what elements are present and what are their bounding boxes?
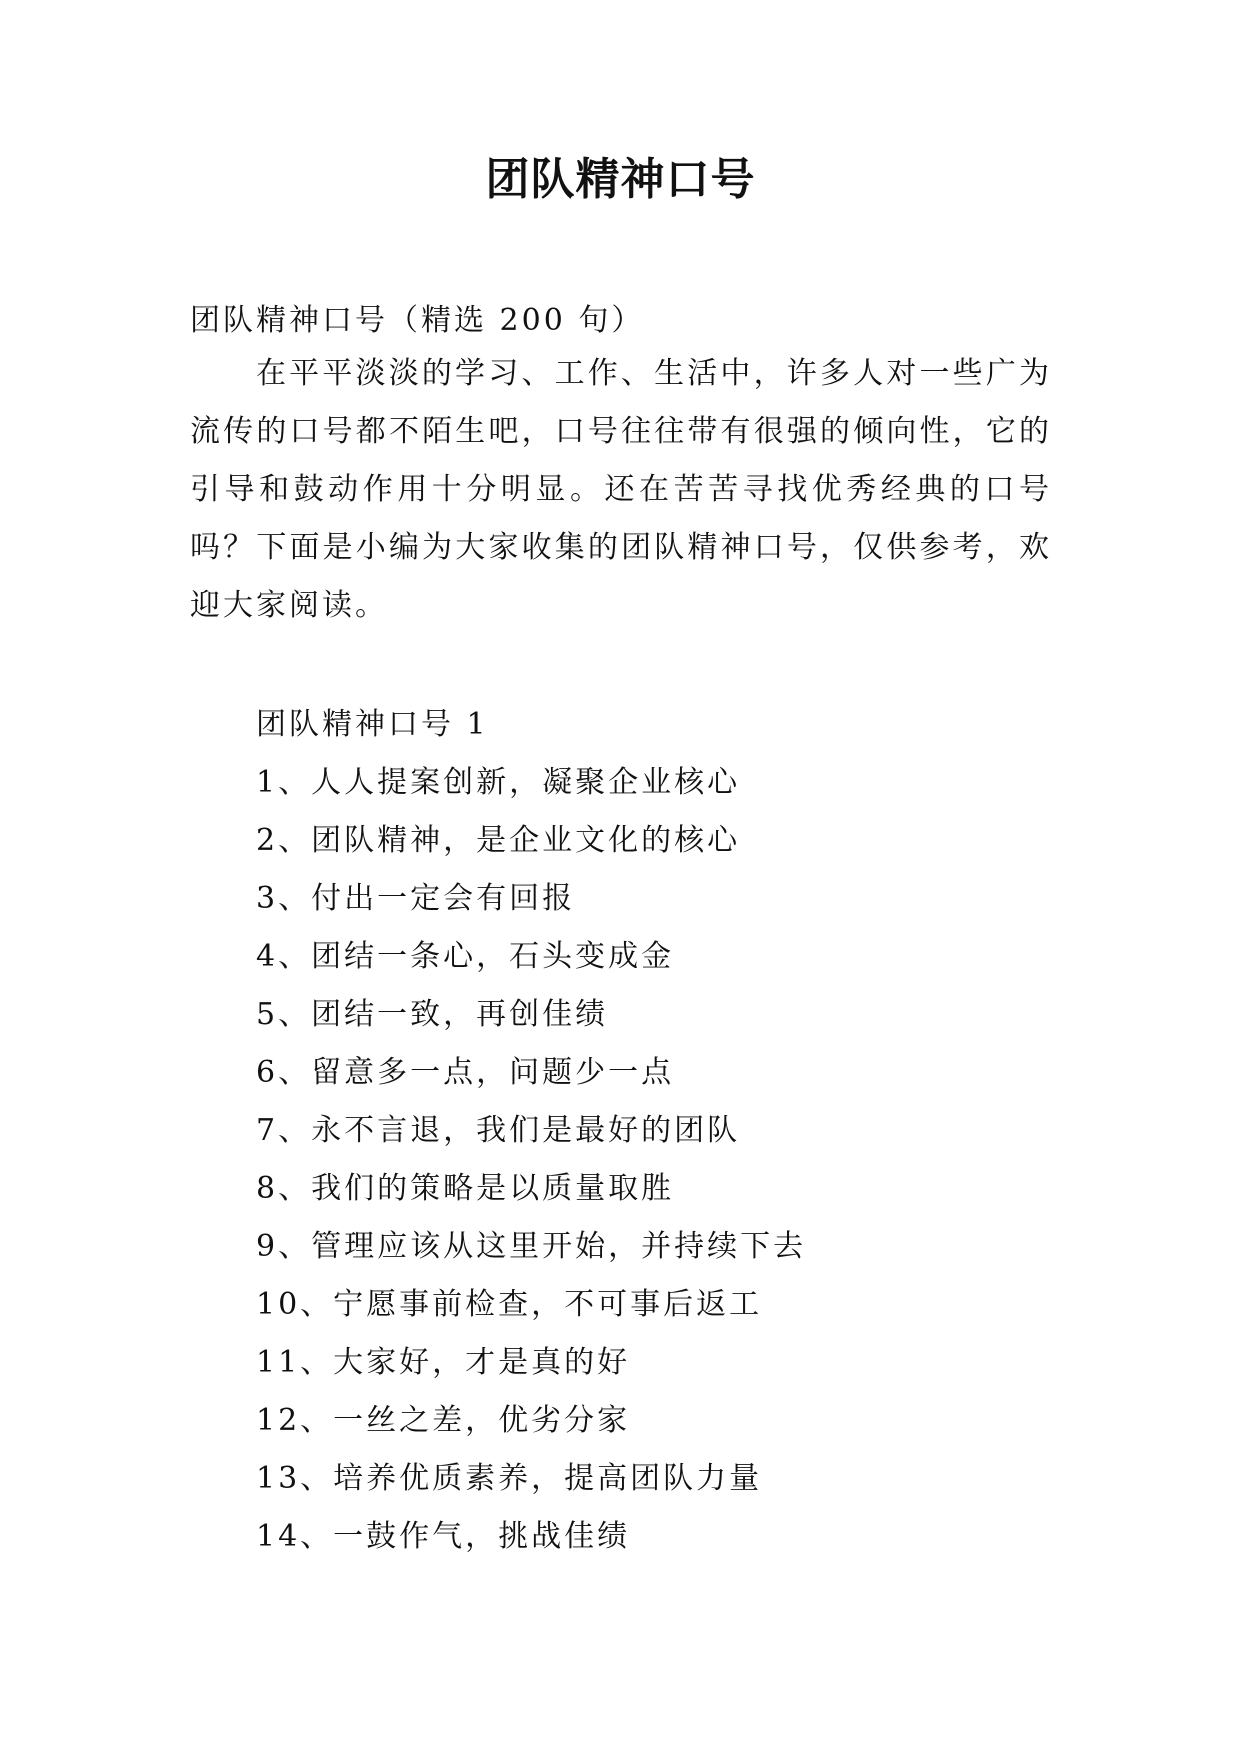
- intro-paragraph: 在平平淡淡的学习、工作、生活中，许多人对一些广为流传的口号都不陌生吧，口号往往带有很强的倾向性，它的引导和鼓动作用十分明显。还在苦苦寻找优秀经典的口号吗？下面是小编为大家收集的团队精神口号，仅供参考，欢迎大家阅读。: [190, 356, 1052, 623]
- list-item: 13、培养优质素养，提高团队力量: [256, 1461, 763, 1496]
- list-item: 7、永不言退，我们是最好的团队: [256, 1113, 741, 1148]
- section-heading: 团队精神口号 1: [256, 707, 489, 742]
- list-item: 5、团结一致，再创佳绩: [256, 997, 609, 1032]
- list-item: 3、付出一定会有回报: [256, 881, 576, 916]
- list-item: 8、我们的策略是以质量取胜: [256, 1171, 675, 1206]
- slogan-list: [256, 754, 806, 1566]
- list-item: 9、管理应该从这里开始，并持续下去: [256, 1229, 807, 1264]
- list-item: 6、留意多一点，问题少一点: [256, 1055, 675, 1090]
- document-subtitle: 团队精神口号（精选 200 句）: [190, 303, 645, 338]
- list-item: 14、一鼓作气，挑战佳绩: [256, 1519, 631, 1554]
- document-title: 团队精神口号: [485, 154, 756, 205]
- list-item: 11、大家好，才是真的好: [256, 1345, 631, 1380]
- list-item: 12、一丝之差，优劣分家: [256, 1403, 631, 1438]
- list-item: 1、人人提案创新，凝聚企业核心: [256, 765, 741, 800]
- list-item: 2、团队精神，是企业文化的核心: [256, 823, 741, 858]
- list-item: 4、团结一条心，石头变成金: [256, 939, 675, 974]
- list-item: 10、宁愿事前检查，不可事后返工: [256, 1287, 763, 1322]
